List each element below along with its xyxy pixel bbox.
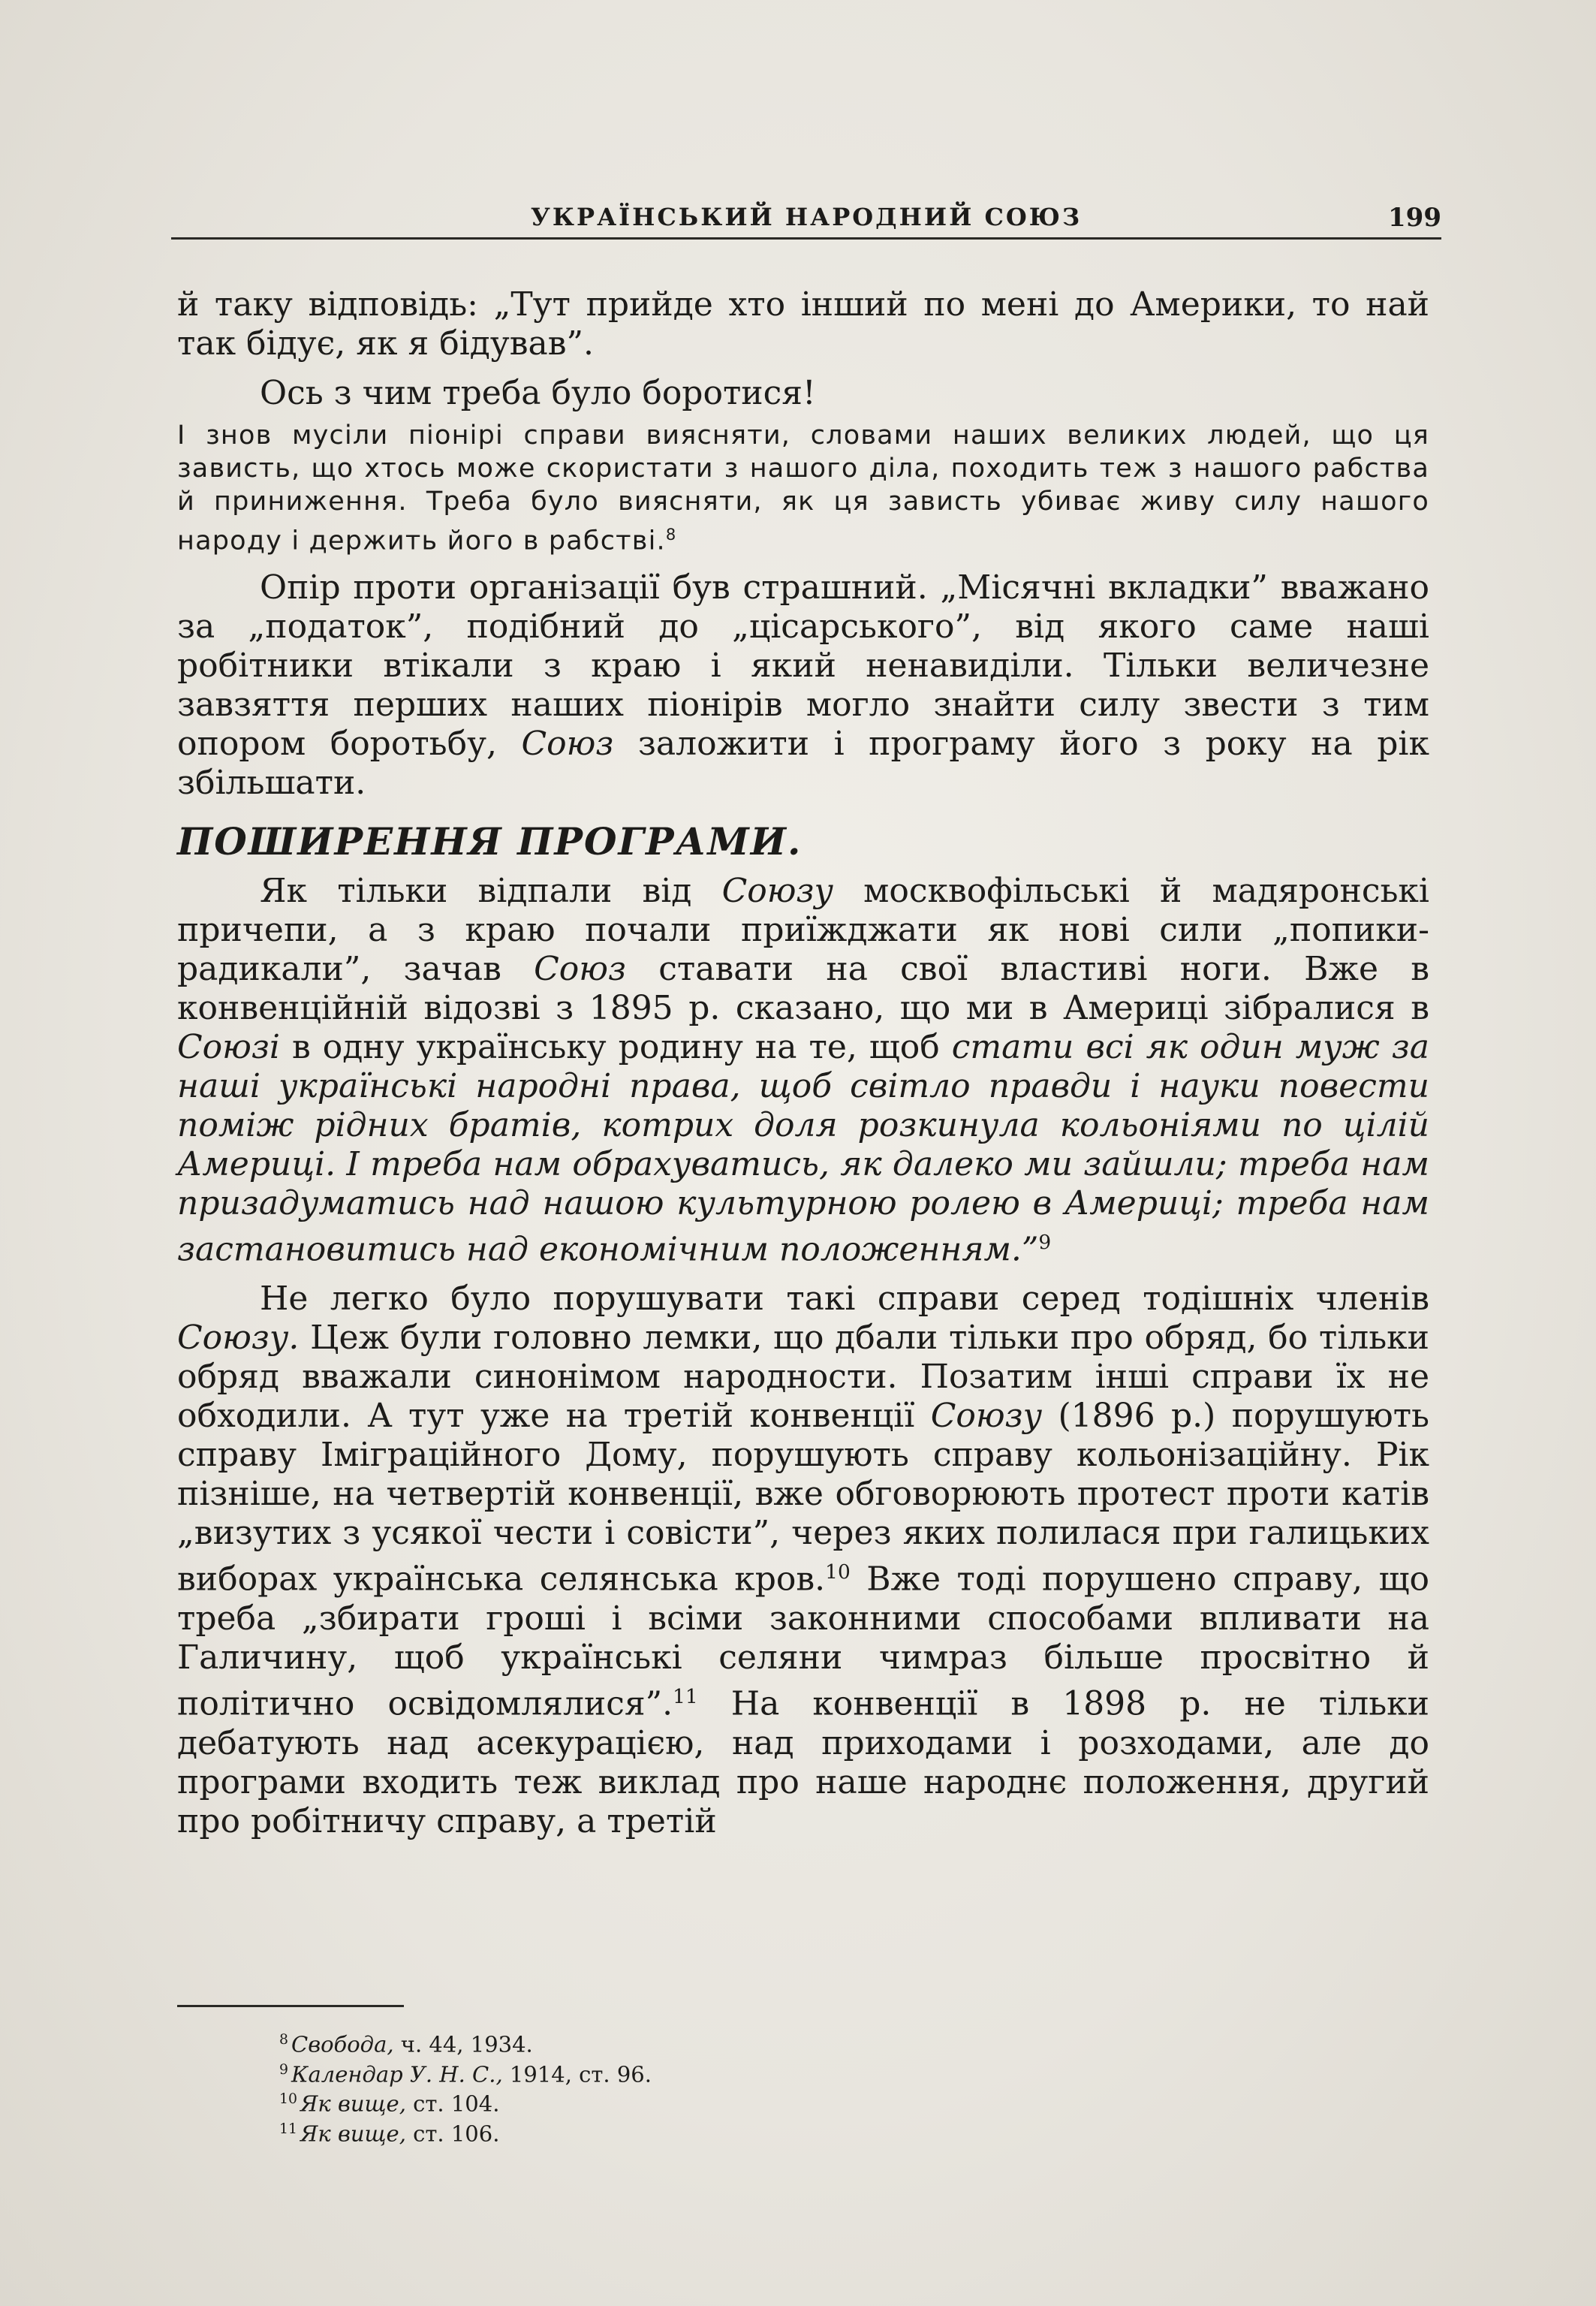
paragraph-6 — [177, 1280, 1429, 1840]
paragraph-6-text-b: Цеж були головно лемки, що дбали тільки про обряд, бо тільки обряд вважали синонімом народности. Позатим інші справи їх не обходили. А тут уже на третій конвенції — [177, 1319, 1429, 1436]
footnote-number: 10 — [279, 2091, 297, 2108]
footnote-detail: ст. 106. — [405, 2121, 500, 2147]
paragraph-5-italic-2: Союз — [534, 949, 626, 988]
paragraph-4 — [177, 568, 1429, 803]
footnote-detail: ч. 44, 1934. — [393, 2031, 533, 2057]
page-number: 199 — [1388, 203, 1441, 233]
paragraph-4-text-a: Опір проти організації був страшний. „Місячні вкладки” вважано за „податок”, подібний до „цісарського”, від якого саме наші робітники втікали з краю і який ненавиділи. Тільки величезне завзяття перших наших піонірів могло знайти силу звести з тим опором боротьбу, — [177, 568, 1429, 763]
paragraph-6-italic-1: Союзу. — [177, 1319, 300, 1358]
paragraph-6-text-c: (1896 р.) порушують справу Іміграційного Дому, порушують справу кольонізаційну. Рік пізніше, на четвертій конвенції, вже обговорюють протест проти катів „визутих з усякої чести і совісти”, через яких полилася при галицьких виборах українська селянська кров. — [177, 1397, 1429, 1599]
footnote-detail: ст. 104. — [405, 2090, 500, 2117]
footnote-ref-8: 8 — [665, 526, 677, 544]
footnote-ref-11: 11 — [673, 1684, 698, 1708]
paragraph-6-italic-2: Союзу — [930, 1397, 1043, 1436]
footnote-number: 9 — [279, 2061, 288, 2078]
paragraph-5-text-d: в одну українську родину на те, щоб — [279, 1027, 952, 1066]
paragraph-2: Ось з чим треба було боротися! — [260, 374, 816, 412]
paragraph-5-text-c: ставати на свої властиві ноги. Вже в конвенційній відозві з 1895 р. сказано, що ми в Америці зібралися в — [177, 949, 1429, 1027]
paragraph-4-italic: Союз — [521, 724, 614, 763]
paragraph-4-text-b: заложити і програму його з року на рік збільшати. — [177, 724, 1429, 802]
footnote-ref-10: 10 — [825, 1560, 851, 1584]
footnotes — [279, 2027, 955, 2147]
footnote-source: Як вище, — [300, 2090, 406, 2117]
paragraph-1: й таку відповідь: „Тут прийде хто інший по мені до Америки, то най так бідує, як я бідував”. — [177, 285, 1429, 363]
paragraph-5-italic-3: Союзі — [177, 1027, 280, 1066]
paragraph-6-text-d: Вже тоді порушено справу, що треба „збирати гроші і всіми законними способами впливати на Галичину, щоб українські селяни чимраз більше просвітно й політично освідомлялися”. — [177, 1560, 1429, 1723]
paragraph-3-text: І знов мусіли піонірі справи виясняти, словами наших великих людей, що ця зависть, що хтось може скористати з нашого діла, походить теж з нашого рабства й приниження. Треба було виясняти, як ця зависть убиває живу силу нашого народу і держить його в рабстві. — [177, 421, 1429, 556]
footnote-ref-9: 9 — [1038, 1230, 1052, 1254]
header-rule — [171, 237, 1441, 240]
running-header — [171, 197, 1441, 239]
running-title: УКРАЇНСЬКИЙ НАРОДНИЙ СОЮЗ — [530, 203, 1083, 231]
section-heading: ПОШИРЕННЯ ПРОГРАМИ. — [177, 818, 803, 864]
paragraph-5-italic-1: Союзу — [721, 871, 833, 910]
paragraph-5-text-b: москвофільські й мадяронські причепи, а з краю почали приїжджати як нові сили „попики-радикали”, зачав — [177, 871, 1430, 988]
paragraph-5-quote: стати всі як один муж за наші українські народні права, щоб світло правди і науки повести поміж рідних братів, котрих доля розкинула кольоніями по цілій Америці. І треба нам обрахуватись, як далеко ми зайшли; треба нам призадуматись над нашою культурною ролею в Америці; треба нам застановитись над економічним положенням.” — [177, 1027, 1429, 1269]
main-text — [177, 285, 1429, 1841]
paragraph-5-text-a: Як тільки відпали від — [260, 871, 722, 910]
footnote-source: Свобода, — [291, 2031, 394, 2057]
footnote-8 — [279, 2027, 955, 2057]
footnote-10 — [279, 2087, 955, 2117]
footnote-9 — [279, 2057, 955, 2087]
paragraph-6-text-a: Не легко було порушувати такі справи серед тодішніх членів — [260, 1280, 1429, 1319]
footnote-number: 8 — [279, 2032, 288, 2048]
footnote-11 — [279, 2117, 955, 2147]
footnote-detail: 1914, ст. 96. — [502, 2061, 652, 2087]
footnote-rule — [177, 2005, 404, 2007]
paragraph-6-text-e: На конвенції в 1898 р. не тільки дебатують над асекурацією, над приходами і розходами, але до програми входить теж виклад про наше народнє положення, другий про робітничу справу, а третій — [177, 1684, 1429, 1840]
footnote-source: Як вище, — [300, 2121, 406, 2147]
footnote-source: Календар У. Н. С., — [291, 2061, 503, 2087]
footnote-number: 11 — [279, 2121, 297, 2137]
paragraph-5 — [177, 872, 1429, 1270]
paragraph-3-small — [177, 419, 1429, 558]
